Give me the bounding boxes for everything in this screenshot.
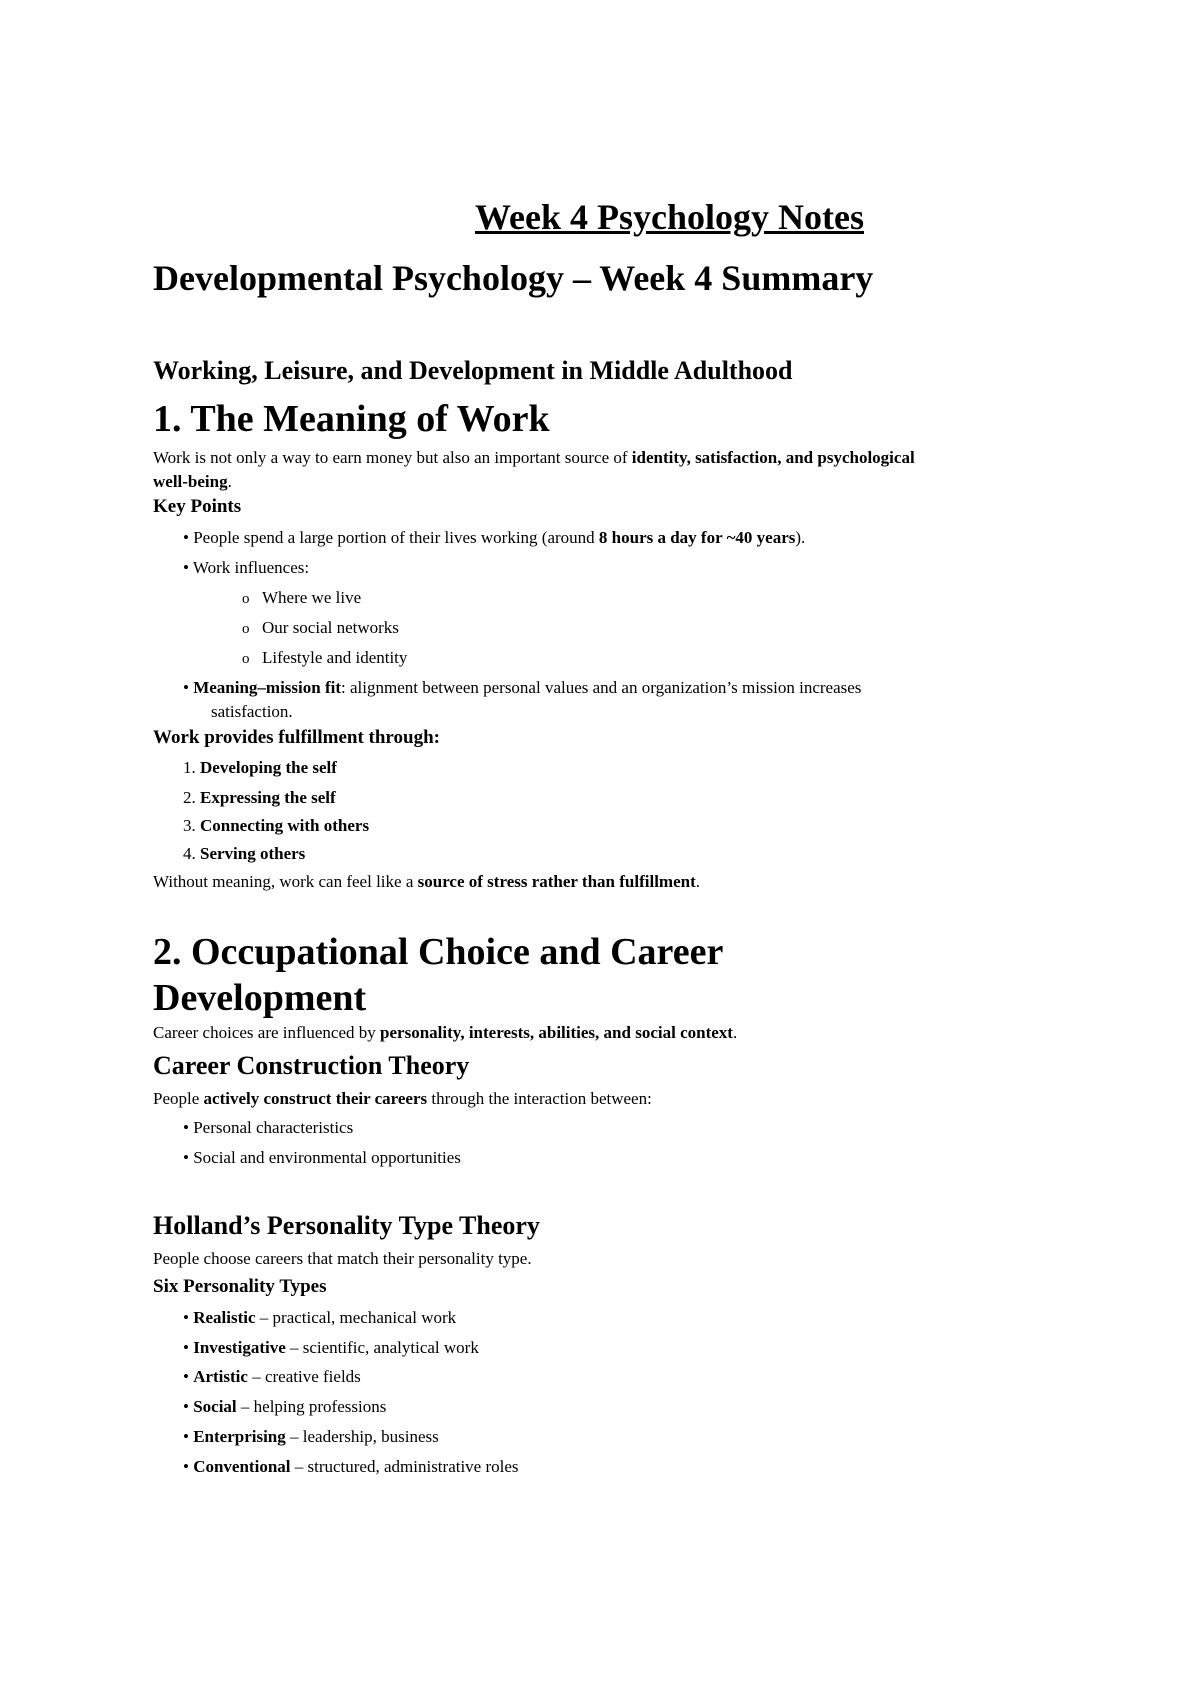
subtitle: Working, Leisure, and Development in Middle Adulthood	[153, 356, 793, 385]
intro-text: People	[153, 1089, 204, 1108]
section-1-heading: 1. The Meaning of Work	[153, 398, 550, 440]
holland-intro: People choose careers that match their personality type.	[153, 1249, 532, 1268]
type-name: Conventional	[193, 1457, 291, 1476]
bullet-icon: •	[183, 1308, 189, 1327]
item-text: Serving others	[200, 844, 306, 863]
bullet-icon: •	[183, 1367, 189, 1386]
six-types-label: Six Personality Types	[153, 1276, 327, 1297]
item-number: 3.	[183, 816, 196, 835]
intro-end: .	[732, 1023, 738, 1042]
item-number: 4.	[183, 844, 196, 863]
item-number: 2.	[183, 788, 196, 807]
list-item	[183, 1426, 439, 1448]
intro-text: Work is not only a way to earn money but also an important source of	[153, 448, 632, 467]
type-name: Realistic	[193, 1308, 256, 1327]
numbered-item	[183, 843, 305, 865]
intro-emphasis: identity, satisfaction, and psychological well-being	[153, 448, 915, 491]
list-item-text: Work influences:	[192, 558, 310, 577]
list-item-text: Personal characteristics	[193, 1118, 354, 1137]
type-description: – helping professions	[236, 1397, 387, 1416]
list-item	[183, 527, 805, 549]
circle-bullet-icon: o	[242, 591, 250, 607]
list-item	[183, 1366, 361, 1388]
list-item	[183, 1337, 479, 1359]
intro-emphasis: actively construct their careers	[203, 1089, 428, 1108]
fulfillment-label: Work provides fulfillment through:	[153, 727, 440, 748]
bullet-icon: •	[183, 558, 189, 577]
career-construction-intro	[153, 1088, 652, 1110]
bullet-icon: •	[183, 1397, 189, 1416]
sub-list-item-text: Our social networks	[262, 618, 399, 637]
bullet-icon: •	[183, 528, 189, 547]
type-name: Investigative	[193, 1338, 286, 1357]
type-description: – scientific, analytical work	[285, 1338, 479, 1357]
key-points-label: Key Points	[153, 496, 242, 517]
item-text: Developing the self	[200, 758, 337, 777]
list-item-text: : alignment between personal values and an organization’s mission increases satisfaction.	[211, 678, 862, 721]
type-description: – practical, mechanical work	[255, 1308, 457, 1327]
type-name: Social	[193, 1397, 237, 1416]
numbered-item	[183, 787, 336, 809]
document-title: Week 4 Psychology Notes	[475, 197, 864, 237]
item-text: Connecting with others	[200, 816, 370, 835]
type-description: – structured, administrative roles	[290, 1457, 519, 1476]
section-1-intro	[153, 446, 933, 494]
circle-bullet-icon: o	[242, 651, 250, 667]
closing-emphasis: source of stress rather than fulfillment	[417, 872, 696, 891]
sub-list-item	[242, 587, 361, 610]
list-item	[183, 1307, 456, 1329]
item-number: 1.	[183, 758, 196, 777]
closing-text: Without meaning, work can feel like a	[153, 872, 418, 891]
bullet-icon: •	[183, 1457, 189, 1476]
bullet-icon: •	[183, 1148, 189, 1167]
list-item	[183, 557, 309, 579]
type-name: Artistic	[193, 1367, 248, 1386]
item-text: Expressing the self	[200, 788, 336, 807]
list-item	[183, 676, 891, 724]
sub-list-item-text: Lifestyle and identity	[262, 648, 408, 667]
sub-list-item	[242, 617, 399, 640]
bullet-icon: •	[183, 678, 189, 697]
numbered-item	[183, 815, 369, 837]
bullet-icon: •	[183, 1427, 189, 1446]
list-item	[183, 1396, 386, 1418]
list-item-end: ).	[795, 528, 806, 547]
list-item-emphasis: 8 hours a day for ~40 years	[598, 528, 796, 547]
type-description: – leadership, business	[285, 1427, 439, 1446]
list-item	[183, 1147, 461, 1169]
list-item-text: Social and environmental opportunities	[193, 1148, 461, 1167]
section-1-closing	[153, 871, 700, 893]
holland-heading: Holland’s Personality Type Theory	[153, 1211, 540, 1240]
sub-list-item	[242, 647, 407, 670]
bullet-icon: •	[183, 1118, 189, 1137]
bullet-icon: •	[183, 1338, 189, 1357]
sub-list-item-text: Where we live	[262, 588, 362, 607]
list-item-text: People spend a large portion of their lives working (around	[193, 528, 599, 547]
type-description: – creative fields	[247, 1367, 361, 1386]
career-construction-heading: Career Construction Theory	[153, 1051, 470, 1080]
list-item	[183, 1456, 519, 1478]
closing-end: .	[695, 872, 700, 891]
list-item-emphasis: Meaning–mission fit	[193, 678, 342, 697]
intro-end: through the interaction between:	[427, 1089, 652, 1108]
circle-bullet-icon: o	[242, 621, 250, 637]
intro-end: .	[227, 472, 232, 491]
main-heading: Developmental Psychology – Week 4 Summary	[153, 258, 874, 298]
intro-text: Career choices are influenced by	[153, 1023, 381, 1042]
type-name: Enterprising	[193, 1427, 286, 1446]
section-2-intro	[153, 1022, 737, 1044]
list-item	[183, 1117, 353, 1139]
numbered-item	[183, 757, 337, 779]
intro-emphasis: personality, interests, abilities, and social context	[380, 1023, 733, 1042]
section-2-heading: 2. Occupational Choice and Career Development	[153, 931, 723, 1019]
